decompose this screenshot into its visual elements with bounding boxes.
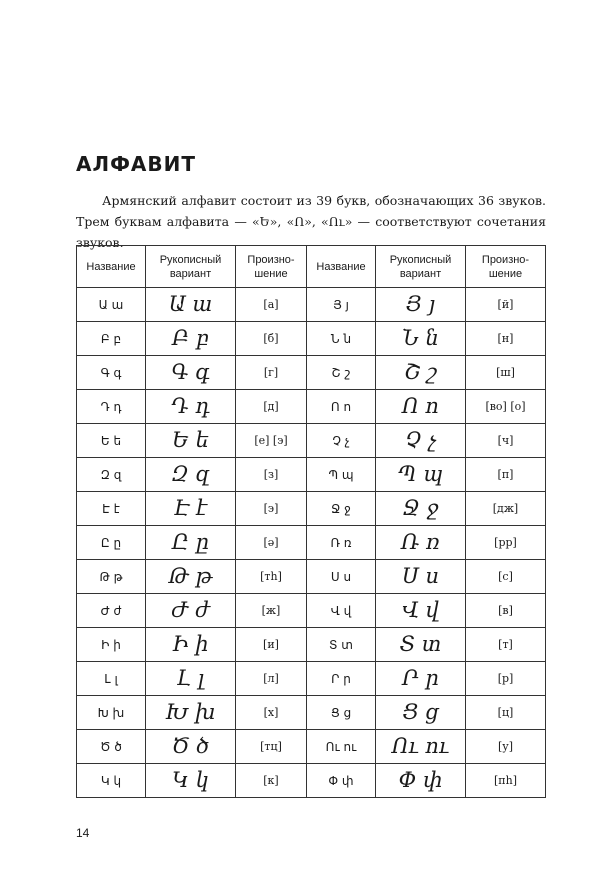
pronunciation-cell: [тh] — [236, 560, 307, 594]
letter-name-cell: Ը ը — [77, 526, 146, 560]
table-row — [77, 594, 546, 628]
pronunciation-cell: [пh] — [466, 764, 546, 798]
pronunciation-cell: [ж] — [236, 594, 307, 628]
header-handwritten: Рукописный вариант — [376, 246, 466, 288]
handwritten-letter-cell: Ծ ծ — [146, 730, 236, 764]
letter-name-cell: Պ պ — [307, 458, 376, 492]
pronunciation-cell: [й] — [466, 288, 546, 322]
pronunciation-cell: [тц] — [236, 730, 307, 764]
pronunciation-cell: [э] — [236, 492, 307, 526]
letter-name-cell: Թ թ — [77, 560, 146, 594]
handwritten-letter-cell: Ռ ռ — [376, 526, 466, 560]
pronunciation-cell: [т] — [466, 628, 546, 662]
pronunciation-cell: [ш] — [466, 356, 546, 390]
table-row — [77, 628, 546, 662]
pronunciation-cell: [ц] — [466, 696, 546, 730]
table-row — [77, 662, 546, 696]
letter-name-cell: Վ վ — [307, 594, 376, 628]
letter-name-cell: Դ դ — [77, 390, 146, 424]
pronunciation-cell: [х] — [236, 696, 307, 730]
handwritten-letter-cell: Վ վ — [376, 594, 466, 628]
handwritten-letter-cell: Ր ր — [376, 662, 466, 696]
letter-name-cell: Ն ն — [307, 322, 376, 356]
pronunciation-cell: [у] — [466, 730, 546, 764]
letter-name-cell: Ա ա — [77, 288, 146, 322]
letter-name-cell: Ս ս — [307, 560, 376, 594]
letter-name-cell: Ժ ժ — [77, 594, 146, 628]
letter-name-cell: Ծ ծ — [77, 730, 146, 764]
pronunciation-cell: [дж] — [466, 492, 546, 526]
pronunciation-cell: [ә] — [236, 526, 307, 560]
table-row — [77, 288, 546, 322]
page-number: 14 — [76, 826, 90, 840]
handwritten-letter-cell: Ժ ժ — [146, 594, 236, 628]
handwritten-letter-cell: Ու ու — [376, 730, 466, 764]
page-title: АЛФАВИТ — [76, 152, 197, 176]
handwritten-letter-cell: Զ զ — [146, 458, 236, 492]
handwritten-letter-cell: Ո ո — [376, 390, 466, 424]
handwritten-letter-cell: Ն ն — [376, 322, 466, 356]
handwritten-letter-cell: Լ լ — [146, 662, 236, 696]
handwritten-letter-cell: Թ թ — [146, 560, 236, 594]
pronunciation-cell: [к] — [236, 764, 307, 798]
handwritten-letter-cell: Բ բ — [146, 322, 236, 356]
handwritten-letter-cell: Ե ե — [146, 424, 236, 458]
header-name: Название — [307, 246, 376, 288]
table-row — [77, 560, 546, 594]
table-row — [77, 356, 546, 390]
handwritten-letter-cell: Չ չ — [376, 424, 466, 458]
letter-name-cell: Խ խ — [77, 696, 146, 730]
table-row — [77, 526, 546, 560]
letter-name-cell: Լ լ — [77, 662, 146, 696]
pronunciation-cell: [в] — [466, 594, 546, 628]
letter-name-cell: Կ կ — [77, 764, 146, 798]
table-row — [77, 492, 546, 526]
handwritten-letter-cell: Ց ց — [376, 696, 466, 730]
handwritten-letter-cell: Շ շ — [376, 356, 466, 390]
handwritten-letter-cell: Է է — [146, 492, 236, 526]
letter-name-cell: Ե ե — [77, 424, 146, 458]
handwritten-letter-cell: Խ խ — [146, 696, 236, 730]
letter-name-cell: Չ չ — [307, 424, 376, 458]
pronunciation-cell: [е] [э] — [236, 424, 307, 458]
handwritten-letter-cell: Կ կ — [146, 764, 236, 798]
table-header-row — [77, 246, 546, 288]
pronunciation-cell: [р] — [466, 662, 546, 696]
letter-name-cell: Փ փ — [307, 764, 376, 798]
letter-name-cell: Ր ր — [307, 662, 376, 696]
header-name: Название — [77, 246, 146, 288]
handwritten-letter-cell: Պ պ — [376, 458, 466, 492]
pronunciation-cell: [д] — [236, 390, 307, 424]
alphabet-table-body — [77, 288, 546, 798]
header-handwritten: Рукописный вариант — [146, 246, 236, 288]
handwritten-letter-cell: Ը ը — [146, 526, 236, 560]
handwritten-letter-cell: Ս ս — [376, 560, 466, 594]
letter-name-cell: Յ յ — [307, 288, 376, 322]
letter-name-cell: Զ զ — [77, 458, 146, 492]
handwritten-letter-cell: Տ տ — [376, 628, 466, 662]
pronunciation-cell: [и] — [236, 628, 307, 662]
pronunciation-cell: [ч] — [466, 424, 546, 458]
pronunciation-cell: [л] — [236, 662, 307, 696]
handwritten-letter-cell: Ա ա — [146, 288, 236, 322]
table-row — [77, 764, 546, 798]
letter-name-cell: Տ տ — [307, 628, 376, 662]
letter-name-cell: Ու ու — [307, 730, 376, 764]
table-row — [77, 322, 546, 356]
letter-name-cell: Ց ց — [307, 696, 376, 730]
table-row — [77, 730, 546, 764]
handwritten-letter-cell: Ի ի — [146, 628, 236, 662]
pronunciation-cell: [з] — [236, 458, 307, 492]
pronunciation-cell: [рр] — [466, 526, 546, 560]
header-pronunciation: Произно-шение — [466, 246, 546, 288]
letter-name-cell: Շ շ — [307, 356, 376, 390]
handwritten-letter-cell: Յ յ — [376, 288, 466, 322]
alphabet-table — [76, 245, 546, 798]
header-pronunciation: Произно-шение — [236, 246, 307, 288]
pronunciation-cell: [а] — [236, 288, 307, 322]
pronunciation-cell: [во] [о] — [466, 390, 546, 424]
pronunciation-cell: [п] — [466, 458, 546, 492]
table-row — [77, 458, 546, 492]
table-row — [77, 390, 546, 424]
table-row — [77, 696, 546, 730]
pronunciation-cell: [б] — [236, 322, 307, 356]
letter-name-cell: Ի ի — [77, 628, 146, 662]
handwritten-letter-cell: Դ դ — [146, 390, 236, 424]
handwritten-letter-cell: Գ գ — [146, 356, 236, 390]
letter-name-cell: Գ գ — [77, 356, 146, 390]
table-row — [77, 424, 546, 458]
pronunciation-cell: [н] — [466, 322, 546, 356]
handwritten-letter-cell: Ջ ջ — [376, 492, 466, 526]
pronunciation-cell: [г] — [236, 356, 307, 390]
letter-name-cell: Բ բ — [77, 322, 146, 356]
pronunciation-cell: [с] — [466, 560, 546, 594]
handwritten-letter-cell: Փ փ — [376, 764, 466, 798]
letter-name-cell: Ջ ջ — [307, 492, 376, 526]
letter-name-cell: Է է — [77, 492, 146, 526]
letter-name-cell: Ո ո — [307, 390, 376, 424]
letter-name-cell: Ռ ռ — [307, 526, 376, 560]
intro-paragraph: Армянский алфавит состоит из 39 букв, обозначающих 36 звуков. Трем буквам алфавита — «Ե», «Ո», «Ու» — соответствуют сочетания звуков. — [76, 193, 546, 250]
